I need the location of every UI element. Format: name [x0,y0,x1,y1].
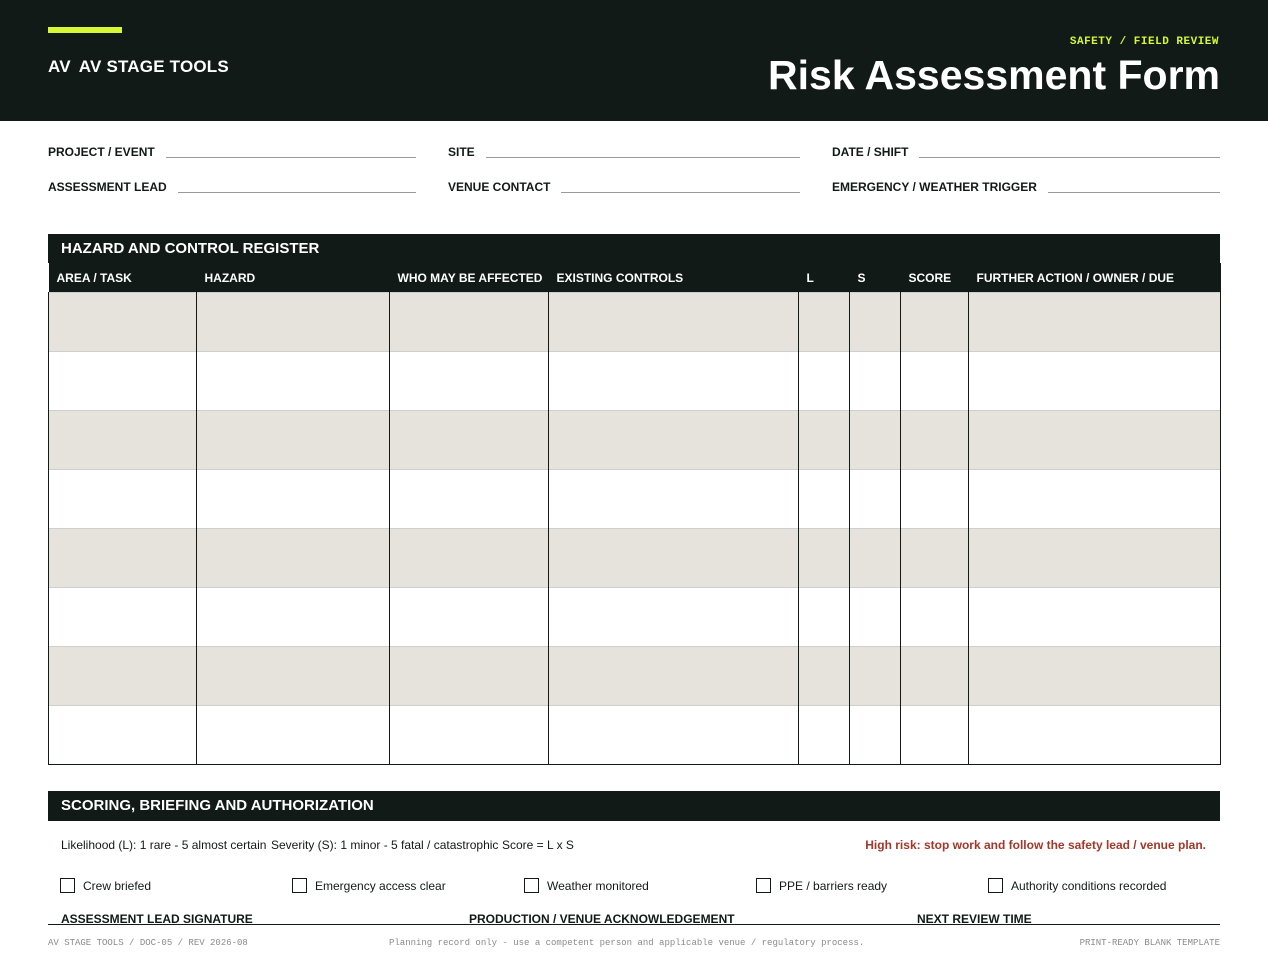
project-event-line[interactable] [166,157,416,158]
table-cell[interactable] [197,587,390,646]
table-cell[interactable] [49,646,197,705]
checkbox[interactable] [292,878,307,893]
table-cell[interactable] [390,292,549,351]
table-cell[interactable] [549,469,799,528]
assessment-lead-field[interactable] [48,174,416,194]
table-cell[interactable] [850,528,901,587]
table-cell[interactable] [969,528,1221,587]
table-cell[interactable] [197,292,390,351]
brand-mark: AV [48,57,71,76]
table-cell[interactable] [49,292,197,351]
table-cell[interactable] [799,705,850,764]
check-label: Emergency access clear [315,878,446,893]
table-cell[interactable] [390,351,549,410]
venue-contact-field[interactable] [448,174,800,194]
brand-name: AV STAGE TOOLS [78,57,229,76]
table-cell[interactable] [799,587,850,646]
table-cell[interactable] [969,292,1221,351]
table-cell[interactable] [850,292,901,351]
col-severity: S [850,263,901,292]
table-cell[interactable] [390,646,549,705]
table-cell[interactable] [901,528,969,587]
emergency-trigger-label: EMERGENCY / WEATHER TRIGGER [832,180,1037,194]
check-label: Authority conditions recorded [1011,878,1167,893]
emergency-trigger-field[interactable] [832,174,1220,194]
table-cell[interactable] [969,646,1221,705]
project-event-label: PROJECT / EVENT [48,145,155,159]
table-cell[interactable] [799,528,850,587]
table-cell[interactable] [901,351,969,410]
check-label: Weather monitored [547,878,649,893]
site-line[interactable] [486,157,800,158]
table-cell[interactable] [197,705,390,764]
lead-signature-label: ASSESSMENT LEAD SIGNATURE [61,912,253,926]
table-cell[interactable] [901,469,969,528]
page-title: Risk Assessment Form [768,52,1220,98]
table-row [49,705,1221,764]
table-row [49,410,1221,469]
check-crew-briefed[interactable] [60,878,151,893]
next-review-label: NEXT REVIEW TIME [917,912,1032,926]
signature-line[interactable] [48,924,1220,925]
table-row [49,469,1221,528]
table-cell[interactable] [549,528,799,587]
col-score: SCORE [901,263,969,292]
table-cell[interactable] [49,351,197,410]
table-cell[interactable] [49,410,197,469]
table-cell[interactable] [197,469,390,528]
table-cell[interactable] [49,528,197,587]
footer-disclaimer: Planning record only - use a competent person and applicable venue / regulatory process. [389,938,865,948]
table-row [49,646,1221,705]
checkbox[interactable] [756,878,771,893]
table-row [49,587,1221,646]
table-cell[interactable] [969,351,1221,410]
table-cell[interactable] [969,469,1221,528]
footer-doc-id: AV STAGE TOOLS / DOC-05 / REV 2026-08 [48,938,248,948]
table-cell[interactable] [390,410,549,469]
site-field[interactable] [448,139,800,159]
table-cell[interactable] [49,705,197,764]
table-cell[interactable] [549,292,799,351]
check-emergency-access[interactable] [292,878,446,893]
col-existing-controls: EXISTING CONTROLS [549,263,799,292]
emergency-trigger-line[interactable] [1048,192,1220,193]
checkbox[interactable] [524,878,539,893]
table-row [49,528,1221,587]
check-label: PPE / barriers ready [779,878,888,893]
severity-scale: Severity (S): 1 minor - 5 fatal / catastrophic [271,838,499,852]
table-cell[interactable] [901,646,969,705]
table-cell[interactable] [390,469,549,528]
checkbox[interactable] [60,878,75,893]
table-cell[interactable] [49,587,197,646]
check-ppe-barriers[interactable] [756,878,887,893]
production-ack-label: PRODUCTION / VENUE ACKNOWLEDGEMENT [469,912,735,926]
table-cell[interactable] [969,410,1221,469]
table-row [49,292,1221,351]
table-cell[interactable] [799,351,850,410]
brand-logo [48,57,237,77]
page-header [0,0,1268,121]
date-shift-field[interactable] [832,139,1220,159]
table-cell[interactable] [390,705,549,764]
check-label: Crew briefed [83,878,152,893]
table-cell[interactable] [197,410,390,469]
project-event-field[interactable] [48,139,416,159]
col-who-affected: WHO MAY BE AFFECTED [390,263,549,292]
col-further-action: FURTHER ACTION / OWNER / DUE [969,263,1221,292]
score-formula: Score = L x S [502,838,574,852]
table-cell[interactable] [549,705,799,764]
table-cell[interactable] [901,410,969,469]
table-cell[interactable] [197,528,390,587]
header-kicker: SAFETY / FIELD REVIEW [1069,36,1219,48]
table-cell[interactable] [850,587,901,646]
table-cell[interactable] [850,351,901,410]
venue-contact-line[interactable] [561,192,800,193]
date-shift-line[interactable] [919,157,1220,158]
table-cell[interactable] [549,587,799,646]
register-header-row [49,263,1221,292]
table-cell[interactable] [799,646,850,705]
table-cell[interactable] [49,469,197,528]
high-risk-warning: High risk: stop work and follow the safety lead / venue plan. [865,838,1206,852]
check-authority-conditions[interactable] [988,878,1166,893]
table-cell[interactable] [901,292,969,351]
assessment-lead-line[interactable] [178,192,416,193]
register-title: HAZARD AND CONTROL REGISTER [48,234,1220,263]
date-shift-label: DATE / SHIFT [832,145,909,159]
scoring-title: SCORING, BRIEFING AND AUTHORIZATION [48,791,1220,821]
table-cell[interactable] [549,351,799,410]
table-cell[interactable] [901,705,969,764]
table-cell[interactable] [850,469,901,528]
venue-contact-label: VENUE CONTACT [448,180,551,194]
col-hazard: HAZARD [197,263,390,292]
col-likelihood: L [799,263,850,292]
table-cell[interactable] [390,587,549,646]
accent-bar [48,27,122,33]
check-weather-monitored[interactable] [524,878,649,893]
table-cell[interactable] [799,469,850,528]
table-cell[interactable] [799,410,850,469]
table-cell[interactable] [390,528,549,587]
table-cell[interactable] [969,705,1221,764]
likelihood-scale: Likelihood (L): 1 rare - 5 almost certain [61,838,267,852]
table-cell[interactable] [197,646,390,705]
table-cell[interactable] [799,292,850,351]
hazard-register-table [48,263,1221,765]
table-cell[interactable] [850,410,901,469]
table-cell[interactable] [549,410,799,469]
table-cell[interactable] [850,646,901,705]
register-body [49,292,1221,764]
table-cell[interactable] [197,351,390,410]
checkbox[interactable] [988,878,1003,893]
assessment-lead-label: ASSESSMENT LEAD [48,180,167,194]
footer-template-note: PRINT-READY BLANK TEMPLATE [1079,938,1220,948]
table-cell[interactable] [969,587,1221,646]
site-label: SITE [448,145,475,159]
table-row [49,351,1221,410]
col-area-task: AREA / TASK [49,263,197,292]
table-cell[interactable] [850,705,901,764]
table-cell[interactable] [901,587,969,646]
table-cell[interactable] [549,646,799,705]
